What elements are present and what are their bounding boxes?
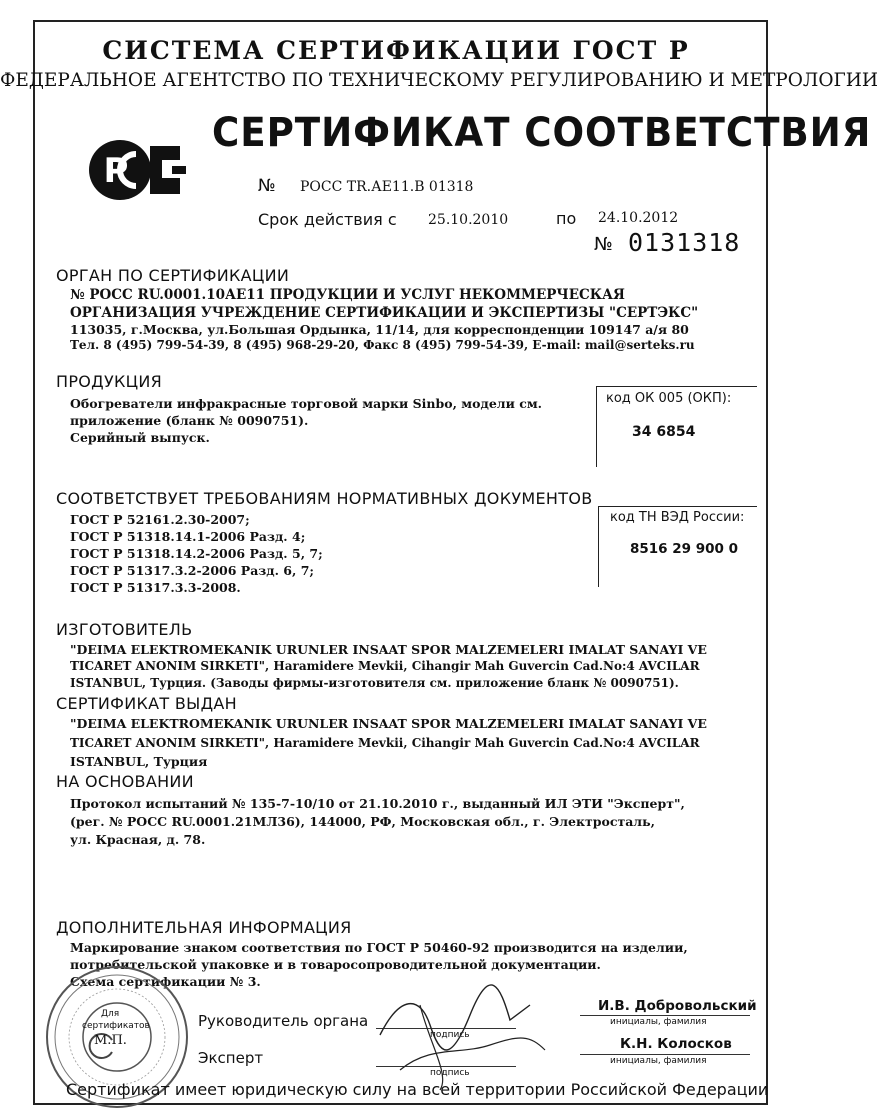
additional-line: Схема сертификации № 3. (70, 974, 261, 989)
basis-line: ул. Красная, д. 78. (70, 832, 206, 847)
head-signature-caption: подпись (430, 1030, 470, 1040)
stamp-line: сертификатов (82, 1021, 150, 1031)
cert-no-label: № (258, 176, 276, 196)
expert-name-line (580, 1054, 750, 1055)
basis-line: Протокол испытаний № 135-7-10/10 от 21.10.2010 г., выданный ИЛ ЭТИ "Эксперт", (70, 796, 685, 811)
footer-legal-note: Сертификат имеет юридическую силу на всей территории Российской Федерации (66, 1080, 769, 1099)
tnved-code-label: код ТН ВЭД России: (610, 510, 745, 525)
okp-code-value: 34 6854 (632, 424, 696, 440)
head-name-caption: инициалы, фамилия (610, 1017, 707, 1027)
expert-signature-label: Эксперт (198, 1049, 264, 1067)
basis-heading: НА ОСНОВАНИИ (56, 772, 194, 791)
valid-to-date: 24.10.2012 (598, 210, 679, 226)
issued-to-line: ISTANBUL, Турция (70, 754, 208, 769)
product-line: Обогреватели инфракрасные торговой марки Sinbo, модели см. (70, 396, 543, 411)
additional-line: Маркирование знаком соответствия по ГОСТ Р 50460-92 производится на изделии, (70, 940, 688, 955)
tnved-code-value: 8516 29 900 0 (630, 541, 739, 557)
manufacturer-line: ISTANBUL, Турция. (Заводы фирмы-изготовителя см. приложение бланк № 0090751). (70, 676, 679, 690)
organ-line: № РОСС RU.0001.10АЕ11 ПРОДУКЦИИ И УСЛУГ НЕКОММЕРЧЕСКАЯ (70, 287, 625, 303)
head-signature-label: Руководитель органа (198, 1012, 369, 1030)
valid-from-date: 25.10.2010 (428, 212, 509, 228)
cert-number: РОСС TR.АЕ11.В 01318 (300, 179, 474, 195)
manufacturer-line: "DEIMA ELEKTROMEKANIK URUNLER INSAAT SPOR MALZEMELERI IMALAT SANAYI VE (70, 642, 707, 657)
organ-line: ОРГАНИЗАЦИЯ УЧРЕЖДЕНИЕ СЕРТИФИКАЦИИ И ЭКСПЕРТИЗЫ "СЕРТЭКС" (70, 305, 699, 321)
issued-to-line: TICARET ANONIM SIRKETI", Haramidere Mevkii, Cihangir Mah Guvercin Cad.No:4 AVCILAR (70, 736, 700, 750)
additional-line: потребительской упаковке и в товаросопроводительной документации. (70, 957, 601, 972)
agency-heading: ФЕДЕРАЛЬНОЕ АГЕНТСТВО ПО ТЕХНИЧЕСКОМУ РЕГУЛИРОВАНИЮ И МЕТРОЛОГИИ (0, 70, 878, 91)
organ-line: Тел. 8 (495) 799-54-39, 8 (495) 968-29-20, Факс 8 (495) 799-54-39, E-mail: mail@serteks.ru (70, 338, 695, 352)
blank-number: 0131318 (628, 228, 741, 257)
issued-to-line: "DEIMA ELEKTROMEKANIK URUNLER INSAAT SPOR MALZEMELERI IMALAT SANAYI VE (70, 716, 707, 731)
product-heading: ПРОДУКЦИЯ (56, 372, 163, 391)
head-name-line (580, 1015, 750, 1016)
manufacturer-line: TICARET ANONIM SIRKETI", Haramidere Mevkii, Cihangir Mah Guvercin Cad.No:4 AVCILAR (70, 659, 700, 673)
svg-text:Р: Р (103, 151, 129, 191)
valid-to-label: по (556, 209, 577, 228)
expert-name: К.Н. Колосков (620, 1036, 732, 1052)
issued-to-heading: СЕРТИФИКАТ ВЫДАН (56, 694, 237, 713)
rst-logo-icon (88, 138, 188, 206)
standard-line: ГОСТ Р 51318.14.1-2006 Разд. 4; (70, 529, 306, 544)
manufacturer-heading: ИЗГОТОВИТЕЛЬ (56, 620, 193, 639)
basis-line: (рег. № РОСС RU.0001.21МЛ36), 144000, РФ, Московская обл., г. Электросталь, (70, 814, 655, 829)
certificate-title: СЕРТИФИКАТ СООТВЕТСТВИЯ (212, 110, 872, 156)
stamp-line: М.П. (94, 1033, 127, 1048)
stamp-line: Для (101, 1009, 120, 1019)
standard-line: ГОСТ Р 51317.3.3-2008. (70, 580, 241, 595)
expert-name-caption: инициалы, фамилия (610, 1056, 707, 1066)
system-heading: СИСТЕМА СЕРТИФИКАЦИИ ГОСТ Р (102, 36, 690, 65)
product-line: Серийный выпуск. (70, 430, 210, 445)
standards-heading: СООТВЕТСТВУЕТ ТРЕБОВАНИЯМ НОРМАТИВНЫХ ДОКУМЕНТОВ (56, 489, 593, 508)
expert-signature-caption: подпись (430, 1068, 470, 1078)
organ-heading: ОРГАН ПО СЕРТИФИКАЦИИ (56, 266, 290, 285)
validity-label: Срок действия с (258, 210, 397, 229)
standard-line: ГОСТ Р 51318.14.2-2006 Разд. 5, 7; (70, 546, 323, 561)
product-line: приложение (бланк № 0090751). (70, 413, 309, 428)
additional-heading: ДОПОЛНИТЕЛЬНАЯ ИНФОРМАЦИЯ (56, 918, 352, 937)
standard-line: ГОСТ Р 51317.3.2-2006 Разд. 6, 7; (70, 563, 315, 578)
head-name: И.В. Добровольский (598, 998, 757, 1014)
blank-no-label: № (594, 234, 613, 255)
okp-code-label: код ОК 005 (ОКП): (606, 391, 732, 406)
standard-line: ГОСТ Р 52161.2.30-2007; (70, 512, 250, 527)
organ-line: 113035, г.Москва, ул.Большая Ордынка, 11/14, для корреспонденции 109147 а/я 80 (70, 322, 689, 337)
